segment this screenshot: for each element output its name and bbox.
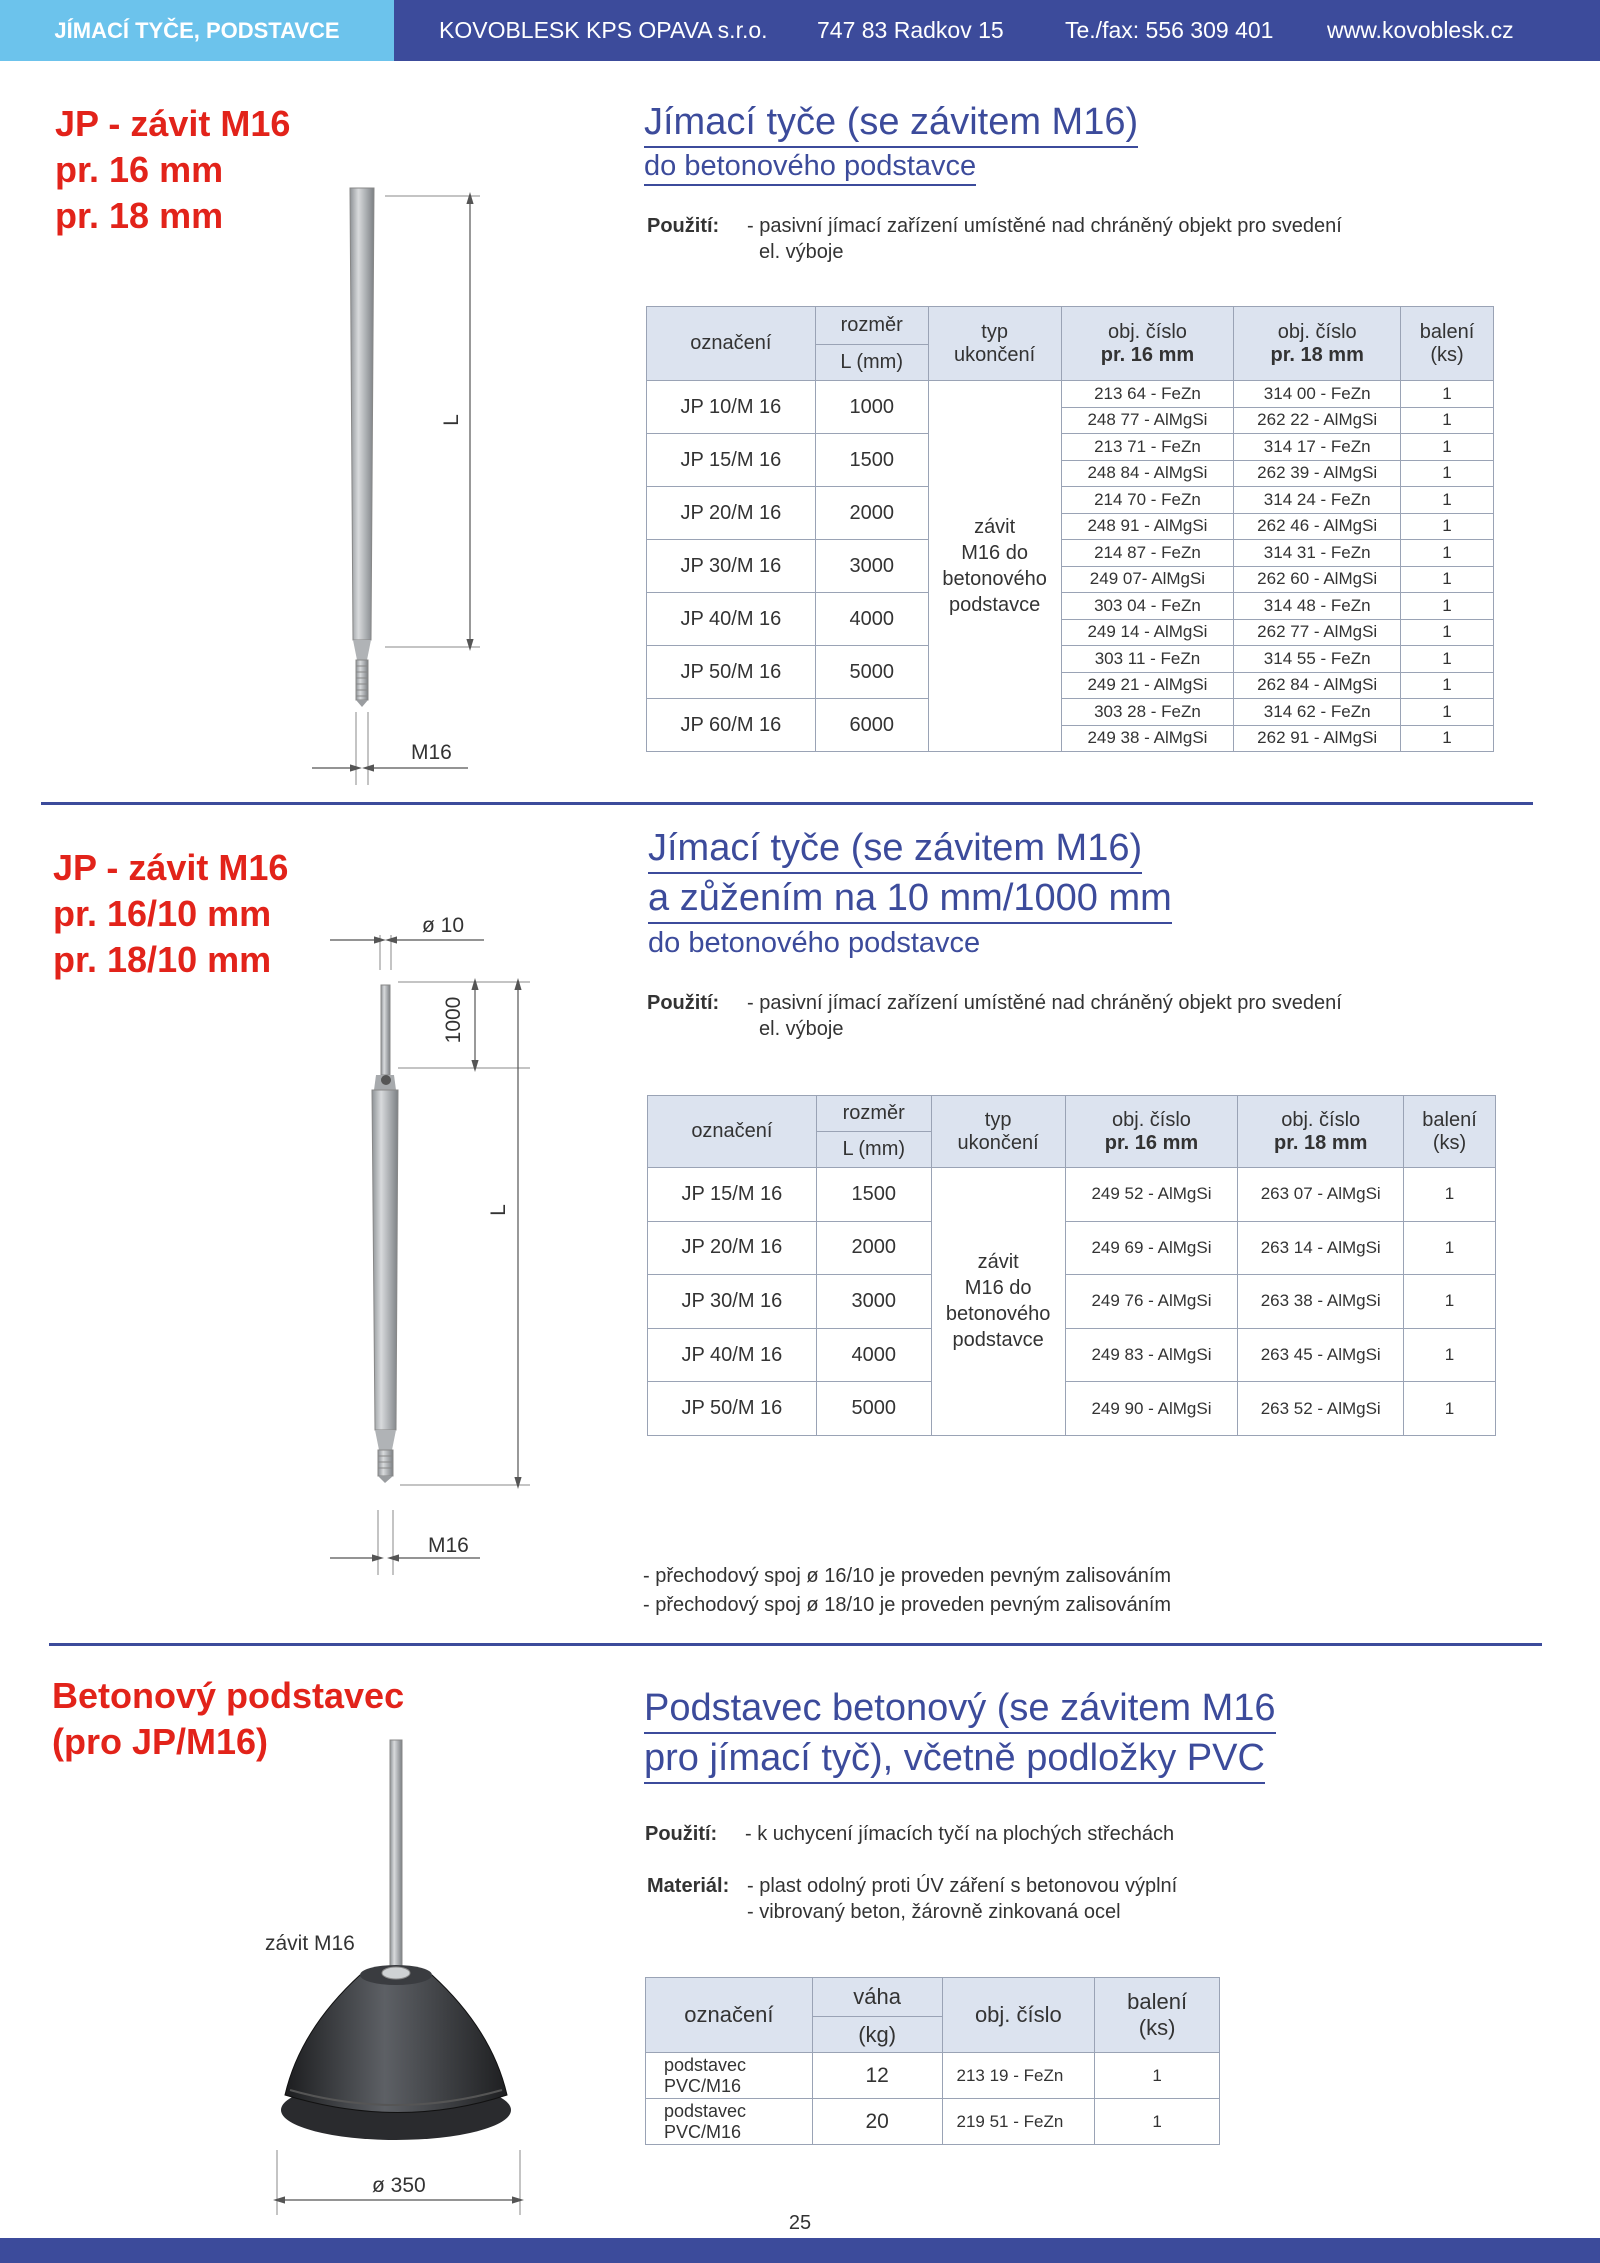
col-header-size-unit: L (mm)	[815, 345, 928, 381]
table-row	[647, 646, 1494, 673]
code16-cell: 249 76 - AlMgSi	[1065, 1275, 1238, 1329]
section2-heading	[53, 845, 288, 983]
end-type-line: podstavce	[949, 594, 1041, 616]
designation-line: podstavec	[664, 2054, 747, 2075]
rod-drawing-straight	[312, 188, 480, 785]
designation-cell: JP 20/M 16	[648, 1221, 817, 1275]
table-row	[646, 2053, 1220, 2099]
header-text: balení	[1419, 320, 1475, 343]
title-line: pro jímací tyč), včetně podložky PVC	[644, 1734, 1265, 1784]
pack-cell: 1	[1401, 513, 1494, 540]
header-text: obj. číslo	[1107, 320, 1187, 343]
pack-cell: 1	[1401, 725, 1494, 752]
code16-cell: 248 84 - AlMgSi	[1061, 460, 1234, 487]
header-subtext: (ks)	[1430, 343, 1464, 366]
col-header-end-type: typ ukončení	[928, 307, 1061, 381]
designation-cell: JP 60/M 16	[647, 699, 816, 752]
code18-cell: 314 48 - FeZn	[1234, 593, 1401, 620]
pack-cell: 1	[1401, 566, 1494, 593]
dim-diameter-label: ø 350	[372, 2174, 426, 2197]
size-cell: 6000	[815, 699, 928, 752]
heading-line: pr. 16/10 mm	[53, 893, 272, 934]
section3-material	[647, 1873, 1447, 1925]
designation-cell: JP 20/M 16	[647, 487, 816, 540]
code18-cell: 262 22 - AlMgSi	[1234, 407, 1401, 434]
heading-line: JP - závit M16	[53, 847, 289, 888]
table-row	[647, 381, 1494, 408]
end-type-line: betonového	[942, 568, 1047, 590]
code18-cell: 314 00 - FeZn	[1234, 381, 1401, 408]
material-text: - plast odolný proti ÚV záření s betonovou výplní	[747, 1875, 1178, 1897]
pack-cell: 1	[1401, 593, 1494, 620]
dim-thread-label: M16	[411, 741, 452, 764]
pack-cell: 1	[1401, 540, 1494, 567]
code18-cell: 262 60 - AlMgSi	[1234, 566, 1401, 593]
usage-label: Použití:	[647, 992, 720, 1014]
section2-usage	[647, 990, 1447, 1042]
header-text: obj. číslo	[1281, 1108, 1361, 1131]
code-cell: 213 19 - FeZn	[942, 2053, 1095, 2099]
table-row	[648, 1168, 1496, 1222]
heading-line: pr. 16 mm	[55, 149, 224, 190]
concrete-base-drawing	[265, 1740, 520, 2215]
col-header-size: rozměr	[816, 1096, 931, 1132]
header-subtext: pr. 18 mm	[1270, 343, 1364, 366]
usage-text: el. výboje	[759, 1018, 844, 1040]
header-subtext: pr. 16 mm	[1100, 343, 1195, 366]
pack-cell: 1	[1401, 407, 1494, 434]
company-address: 747 83 Radkov 15	[817, 17, 1004, 43]
size-cell: 5000	[816, 1382, 931, 1436]
end-type-line: závit	[977, 1251, 1019, 1274]
col-header-pack	[1095, 1978, 1220, 2053]
code16-cell: 214 87 - FeZn	[1061, 540, 1234, 567]
col-header-code16	[1065, 1096, 1238, 1168]
header-subtext: (ks)	[1432, 1131, 1467, 1154]
header-subtext: (ks)	[1138, 2015, 1176, 2040]
col-header-code: obj. číslo	[942, 1978, 1095, 2053]
pack-cell: 1	[1401, 460, 1494, 487]
usage-text: el. výboje	[759, 241, 844, 263]
header-text: balení	[1127, 1989, 1188, 2014]
title-line: Jímací tyče (se závitem M16)	[648, 824, 1142, 874]
usage-label: Použití:	[645, 1823, 718, 1845]
designation-line: podstavec	[664, 2100, 747, 2121]
company-phone: Te./fax: 556 309 401	[1065, 17, 1274, 43]
col-header-weight: váha	[812, 1978, 942, 2017]
size-cell: 1500	[816, 1168, 931, 1222]
dim-taper-label: 1000	[442, 996, 465, 1044]
section2-title	[648, 824, 1172, 962]
dim-diameter-label: ø 10	[422, 914, 465, 937]
code18-cell: 263 45 - AlMgSi	[1238, 1328, 1404, 1382]
size-cell: 2000	[816, 1221, 931, 1275]
pack-cell: 1	[1401, 699, 1494, 726]
pack-cell: 1	[1404, 1382, 1496, 1436]
table-row	[647, 487, 1494, 514]
table-row	[647, 593, 1494, 620]
code18-cell: 314 31 - FeZn	[1234, 540, 1401, 567]
product-table-1	[646, 306, 1494, 752]
code18-cell: 314 17 - FeZn	[1234, 434, 1401, 461]
code18-cell: 263 38 - AlMgSi	[1238, 1275, 1404, 1329]
usage-text: - pasivní jímací zařízení umístěné nad chráněný objekt pro svedení	[747, 992, 1342, 1014]
company-web-link[interactable]: www.kovoblesk.cz	[1327, 17, 1514, 43]
designation-cell	[646, 2099, 813, 2145]
code16-cell: 248 91 - AlMgSi	[1061, 513, 1234, 540]
code18-cell: 314 55 - FeZn	[1234, 646, 1401, 673]
code16-cell: 249 38 - AlMgSi	[1061, 725, 1234, 752]
code18-cell: 262 39 - AlMgSi	[1234, 460, 1401, 487]
material-label: Materiál:	[647, 1875, 730, 1897]
code18-cell: 262 84 - AlMgSi	[1234, 672, 1401, 699]
pack-cell: 1	[1401, 646, 1494, 673]
header-text: obj. číslo	[1277, 320, 1357, 343]
code16-cell: 249 07- AlMgSi	[1061, 566, 1234, 593]
table-row	[646, 2099, 1220, 2145]
weight-cell: 20	[812, 2099, 942, 2145]
material-text: - vibrovaný beton, žárovně zinkovaná ocel	[747, 1901, 1121, 1923]
col-header-pack	[1401, 307, 1494, 381]
pack-cell: 1	[1095, 2099, 1220, 2145]
heading-line: pr. 18/10 mm	[53, 939, 272, 980]
size-cell: 2000	[815, 487, 928, 540]
dim-thread-label: M16	[428, 1534, 469, 1557]
title-line: Podstavec betonový (se závitem M16	[644, 1684, 1276, 1734]
subtitle-line: do betonového podstavce	[648, 927, 981, 959]
designation-line: PVC/M16	[664, 2121, 742, 2142]
dim-length-label: L	[440, 414, 463, 426]
pack-cell: 1	[1404, 1328, 1496, 1382]
designation-cell: JP 15/M 16	[648, 1168, 817, 1222]
designation-cell: JP 10/M 16	[647, 381, 816, 434]
section-divider	[41, 802, 1533, 805]
designation-cell: JP 50/M 16	[647, 646, 816, 699]
pack-cell: 1	[1095, 2053, 1220, 2099]
col-header-code18	[1234, 307, 1401, 381]
col-header-designation: označení	[648, 1096, 817, 1168]
table-row	[648, 1275, 1496, 1329]
col-header-weight-unit: (kg)	[812, 2017, 942, 2053]
end-type-line: betonového	[945, 1303, 1051, 1326]
col-header-code18	[1238, 1096, 1404, 1168]
pack-cell: 1	[1401, 487, 1494, 514]
col-header-end-type: typ ukončení	[931, 1096, 1065, 1168]
note-line: - přechodový spoj ø 16/10 je proveden pevným zalisováním	[643, 1565, 1172, 1587]
col-header-size: rozměr	[815, 307, 928, 345]
code16-cell: 249 21 - AlMgSi	[1061, 672, 1234, 699]
col-header-code16	[1061, 307, 1234, 381]
category-label: JÍMACÍ TYČE, PODSTAVCE	[0, 0, 394, 61]
heading-line: Betonový podstavec	[52, 1675, 405, 1716]
section-divider	[49, 1643, 1542, 1646]
header-text: balení	[1422, 1108, 1477, 1131]
size-cell: 1000	[815, 381, 928, 434]
end-type-cell	[931, 1168, 1065, 1436]
pack-cell: 1	[1401, 619, 1494, 646]
code16-cell: 213 71 - FeZn	[1061, 434, 1234, 461]
end-type-line: závit	[974, 516, 1016, 538]
code16-cell: 214 70 - FeZn	[1061, 487, 1234, 514]
designation-cell: JP 15/M 16	[647, 434, 816, 487]
section1-usage	[647, 213, 1447, 265]
table-row	[647, 540, 1494, 567]
table-row	[648, 1382, 1496, 1436]
dim-length-label: L	[487, 1204, 510, 1216]
usage-text: - k uchycení jímacích tyčí na plochých střechách	[745, 1823, 1175, 1845]
pack-cell: 1	[1401, 434, 1494, 461]
code18-cell: 263 52 - AlMgSi	[1238, 1382, 1404, 1436]
code18-cell: 262 77 - AlMgSi	[1234, 619, 1401, 646]
section3-heading	[52, 1673, 404, 1765]
code16-cell: 249 90 - AlMgSi	[1065, 1382, 1238, 1436]
designation-cell: JP 30/M 16	[647, 540, 816, 593]
usage-text: - pasivní jímací zařízení umístěné nad chráněný objekt pro svedení	[747, 215, 1342, 237]
size-cell: 3000	[815, 540, 928, 593]
designation-line: PVC/M16	[664, 2075, 742, 2096]
page-footer-bar	[0, 2238, 1600, 2263]
usage-label: Použití:	[647, 215, 720, 237]
code18-cell: 262 46 - AlMgSi	[1234, 513, 1401, 540]
weight-cell: 12	[812, 2053, 942, 2099]
product-table-2	[647, 1095, 1496, 1436]
pack-cell: 1	[1404, 1221, 1496, 1275]
code18-cell: 314 24 - FeZn	[1234, 487, 1401, 514]
table-row	[648, 1328, 1496, 1382]
page-number: 25	[788, 2212, 812, 2234]
code16-cell: 303 04 - FeZn	[1061, 593, 1234, 620]
thread-label: závit M16	[265, 1932, 355, 1955]
table-row	[647, 699, 1494, 726]
header-text: obj. číslo	[1112, 1108, 1191, 1131]
col-header-designation: označení	[647, 307, 816, 381]
heading-line: JP - závit M16	[55, 103, 291, 144]
col-header-pack	[1404, 1096, 1496, 1168]
section1-title	[644, 98, 1138, 186]
table-row	[648, 1221, 1496, 1275]
header-subtext: pr. 16 mm	[1104, 1131, 1199, 1154]
code16-cell: 249 52 - AlMgSi	[1065, 1168, 1238, 1222]
size-cell: 3000	[816, 1275, 931, 1329]
table-row	[647, 434, 1494, 461]
designation-cell	[646, 2053, 813, 2099]
code16-cell: 303 11 - FeZn	[1061, 646, 1234, 673]
heading-line: pr. 18 mm	[55, 195, 224, 236]
designation-cell: JP 40/M 16	[648, 1328, 817, 1382]
size-cell: 5000	[815, 646, 928, 699]
code18-cell: 262 91 - AlMgSi	[1234, 725, 1401, 752]
end-type-line: M16 do	[964, 1277, 1032, 1300]
title-line: a zůžením na 10 mm/1000 mm	[648, 874, 1172, 924]
section3-usage	[645, 1821, 1445, 1847]
section2-notes	[643, 1562, 1171, 1620]
end-type-line: podstavce	[952, 1329, 1044, 1352]
code16-cell: 213 64 - FeZn	[1061, 381, 1234, 408]
size-cell: 1500	[815, 434, 928, 487]
section1-heading	[55, 101, 290, 239]
designation-cell: JP 30/M 16	[648, 1275, 817, 1329]
subtitle-line: do betonového podstavce	[644, 148, 976, 186]
pack-cell: 1	[1401, 672, 1494, 699]
col-header-size-unit: L (mm)	[816, 1132, 931, 1168]
code16-cell: 303 28 - FeZn	[1061, 699, 1234, 726]
code-cell: 219 51 - FeZn	[942, 2099, 1095, 2145]
code18-cell: 314 62 - FeZn	[1234, 699, 1401, 726]
designation-cell: JP 50/M 16	[648, 1382, 817, 1436]
heading-line: (pro JP/M16)	[52, 1721, 269, 1762]
code16-cell: 249 69 - AlMgSi	[1065, 1221, 1238, 1275]
pack-cell: 1	[1404, 1275, 1496, 1329]
header-subtext: pr. 18 mm	[1274, 1131, 1368, 1154]
code16-cell: 249 14 - AlMgSi	[1061, 619, 1234, 646]
code16-cell: 248 77 - AlMgSi	[1061, 407, 1234, 434]
code16-cell: 249 83 - AlMgSi	[1065, 1328, 1238, 1382]
code18-cell: 263 14 - AlMgSi	[1238, 1221, 1404, 1275]
company-name: KOVOBLESK KPS OPAVA s.r.o.	[439, 17, 768, 43]
col-header-designation: označení	[646, 1978, 813, 2053]
size-cell: 4000	[815, 593, 928, 646]
size-cell: 4000	[816, 1328, 931, 1382]
designation-cell: JP 40/M 16	[647, 593, 816, 646]
product-table-3	[645, 1977, 1220, 2145]
end-type-line: M16 do	[961, 542, 1028, 564]
rod-drawing-tapered	[330, 914, 530, 1575]
code18-cell: 263 07 - AlMgSi	[1238, 1168, 1404, 1222]
note-line: - přechodový spoj ø 18/10 je proveden pevným zalisováním	[643, 1594, 1172, 1616]
title-line: Jímací tyče (se závitem M16)	[644, 98, 1138, 148]
pack-cell: 1	[1401, 381, 1494, 408]
end-type-cell	[928, 381, 1061, 752]
section3-title	[644, 1684, 1276, 1784]
pack-cell: 1	[1404, 1168, 1496, 1222]
